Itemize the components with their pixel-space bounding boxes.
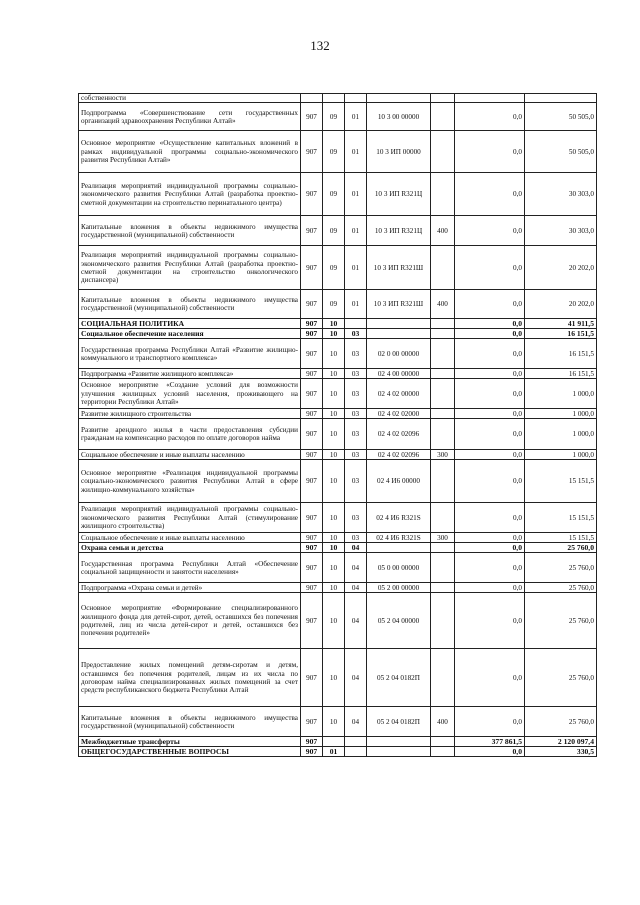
row-amount-first-cell: 0,0 <box>455 450 525 460</box>
row-ved-cell: 907 <box>301 409 323 419</box>
row-ved-cell: 907 <box>301 593 323 649</box>
table-row <box>79 747 597 757</box>
row-section-cell: 09 <box>323 173 345 216</box>
row-section-cell: 10 <box>323 339 345 369</box>
row-amount-first-cell: 0,0 <box>455 173 525 216</box>
table-row <box>79 503 597 533</box>
row-amount-second-cell: 1 000,0 <box>525 379 597 409</box>
row-subsection-cell: 04 <box>345 583 367 593</box>
row-amount-second-cell <box>525 94 597 103</box>
row-amount-second-cell: 20 202,0 <box>525 290 597 319</box>
row-expense-type-cell: 300 <box>431 450 455 460</box>
row-amount-first-cell: 0,0 <box>455 339 525 369</box>
row-ved-cell: 907 <box>301 329 323 339</box>
table-row <box>79 707 597 737</box>
row-amount-second-cell: 1 000,0 <box>525 419 597 450</box>
row-amount-second-cell: 50 505,0 <box>525 131 597 173</box>
table-row <box>79 369 597 379</box>
table-row <box>79 553 597 583</box>
row-subsection-cell: 01 <box>345 216 367 246</box>
row-ved-cell: 907 <box>301 747 323 757</box>
row-expense-type-cell <box>431 319 455 329</box>
row-ved-cell: 907 <box>301 533 323 543</box>
row-amount-first-cell: 0,0 <box>455 593 525 649</box>
row-target-article-cell <box>367 329 431 339</box>
row-target-article-cell: 10 3 00 00000 <box>367 103 431 131</box>
row-section-cell: 10 <box>323 369 345 379</box>
row-ved-cell: 907 <box>301 737 323 747</box>
row-amount-second-cell: 25 760,0 <box>525 593 597 649</box>
row-name-cell: Основное мероприятие «Осуществление капитальных вложений в рамках индивидуальной программы социально-экономического развития Республики Алтай» <box>79 131 301 173</box>
row-name-cell: Капитальные вложения в объекты недвижимого имущества государственной (муниципальной) собственности <box>79 216 301 246</box>
row-ved-cell: 907 <box>301 103 323 131</box>
table-row <box>79 329 597 339</box>
row-ved-cell: 907 <box>301 503 323 533</box>
table-row <box>79 583 597 593</box>
row-target-article-cell: 02 4 02 00000 <box>367 379 431 409</box>
table-row <box>79 533 597 543</box>
row-amount-second-cell: 15 151,5 <box>525 503 597 533</box>
row-name-cell: Социальное обеспечение и иные выплаты населению <box>79 533 301 543</box>
row-ved-cell: 907 <box>301 379 323 409</box>
row-target-article-cell <box>367 747 431 757</box>
row-expense-type-cell <box>431 246 455 290</box>
row-expense-type-cell <box>431 419 455 450</box>
row-amount-first-cell: 0,0 <box>455 329 525 339</box>
row-ved-cell: 907 <box>301 419 323 450</box>
row-expense-type-cell <box>431 103 455 131</box>
row-amount-second-cell: 16 151,5 <box>525 339 597 369</box>
budget-table <box>78 93 597 757</box>
row-expense-type-cell <box>431 593 455 649</box>
row-subsection-cell <box>345 737 367 747</box>
row-ved-cell: 907 <box>301 216 323 246</box>
row-subsection-cell: 04 <box>345 707 367 737</box>
row-amount-first-cell: 0,0 <box>455 216 525 246</box>
row-section-cell: 01 <box>323 747 345 757</box>
row-amount-second-cell: 30 303,0 <box>525 173 597 216</box>
table-row <box>79 409 597 419</box>
row-name-cell: Реализация мероприятий индивидуальной программы социально-экономического развития Республики Алтай (разработка проектно-сметной документации на строительство онкологического диспансера) <box>79 246 301 290</box>
row-subsection-cell: 03 <box>345 339 367 369</box>
row-target-article-cell <box>367 543 431 553</box>
table-row <box>79 450 597 460</box>
row-target-article-cell: 05 2 04 00000 <box>367 593 431 649</box>
row-name-cell: Подпрограмма «Развитие жилищного комплекса» <box>79 369 301 379</box>
row-name-cell: Капитальные вложения в объекты недвижимого имущества государственной (муниципальной) собственности <box>79 707 301 737</box>
row-section-cell: 09 <box>323 290 345 319</box>
table-row <box>79 94 597 103</box>
row-amount-first-cell: 0,0 <box>455 543 525 553</box>
row-ved-cell: 907 <box>301 543 323 553</box>
row-ved-cell: 907 <box>301 369 323 379</box>
row-expense-type-cell <box>431 329 455 339</box>
row-subsection-cell: 03 <box>345 329 367 339</box>
row-expense-type-cell: 300 <box>431 533 455 543</box>
table-row <box>79 339 597 369</box>
row-amount-second-cell: 15 151,5 <box>525 533 597 543</box>
row-subsection-cell: 04 <box>345 649 367 707</box>
row-expense-type-cell <box>431 339 455 369</box>
row-amount-second-cell: 25 760,0 <box>525 707 597 737</box>
row-amount-first-cell: 0,0 <box>455 419 525 450</box>
table-row <box>79 246 597 290</box>
row-amount-second-cell: 1 000,0 <box>525 450 597 460</box>
row-subsection-cell: 01 <box>345 290 367 319</box>
table-row <box>79 593 597 649</box>
row-name-cell: Реализация мероприятий индивидуальной программы социально-экономического развития Республики Алтай (стимулирование жилищного строительства) <box>79 503 301 533</box>
row-subsection-cell: 03 <box>345 409 367 419</box>
table-row <box>79 649 597 707</box>
row-expense-type-cell <box>431 747 455 757</box>
row-name-cell: Развитие арендного жилья в части предоставления субсидии гражданам на компенсацию расходов по оплате договоров найма <box>79 419 301 450</box>
row-name-cell: Межбюджетные трансферты <box>79 737 301 747</box>
row-expense-type-cell <box>431 369 455 379</box>
table-row <box>79 290 597 319</box>
row-target-article-cell: 05 2 04 0182П <box>367 649 431 707</box>
row-amount-second-cell: 50 505,0 <box>525 103 597 131</box>
row-name-cell: Основное мероприятие «Формирование специализированного жилищного фонда для детей-сирот, детей, оставшихся без попечения родителей, лиц из числа детей-сирот и детей, оставшихся без попечения родителей» <box>79 593 301 649</box>
row-amount-first-cell: 0,0 <box>455 246 525 290</box>
row-name-cell: СОЦИАЛЬНАЯ ПОЛИТИКА <box>79 319 301 329</box>
row-expense-type-cell <box>431 649 455 707</box>
row-name-cell: ОБЩЕГОСУДАРСТВЕННЫЕ ВОПРОСЫ <box>79 747 301 757</box>
row-name-cell: Государственная программа Республики Алтай «Обеспечение социальной защищенности и занятости населения» <box>79 553 301 583</box>
row-section-cell: 10 <box>323 450 345 460</box>
row-ved-cell: 907 <box>301 707 323 737</box>
row-subsection-cell: 03 <box>345 369 367 379</box>
row-subsection-cell: 03 <box>345 503 367 533</box>
row-expense-type-cell <box>431 94 455 103</box>
row-expense-type-cell: 400 <box>431 707 455 737</box>
row-expense-type-cell <box>431 379 455 409</box>
row-section-cell: 10 <box>323 543 345 553</box>
row-amount-second-cell: 25 760,0 <box>525 583 597 593</box>
row-amount-first-cell: 0,0 <box>455 409 525 419</box>
row-target-article-cell: 10 3 ИП R321Ш <box>367 246 431 290</box>
row-amount-first-cell: 377 861,5 <box>455 737 525 747</box>
row-target-article-cell: 02 4 02 02000 <box>367 409 431 419</box>
table-row <box>79 379 597 409</box>
row-name-cell: Подпрограмма «Совершенствование сети государственных организаций здравоохранения Республики Алтай» <box>79 103 301 131</box>
table-row <box>79 103 597 131</box>
row-ved-cell: 907 <box>301 290 323 319</box>
row-target-article-cell: 10 3 ИП 00000 <box>367 131 431 173</box>
row-subsection-cell: 04 <box>345 543 367 553</box>
table-row <box>79 460 597 503</box>
row-subsection-cell: 04 <box>345 553 367 583</box>
budget-table-body <box>79 94 597 757</box>
row-name-cell: Государственная программа Республики Алтай «Развитие жилищно-коммунального и транспортного комплекса» <box>79 339 301 369</box>
row-subsection-cell: 01 <box>345 103 367 131</box>
table-row <box>79 419 597 450</box>
row-amount-second-cell: 330,5 <box>525 747 597 757</box>
row-section-cell: 10 <box>323 419 345 450</box>
row-amount-first-cell: 0,0 <box>455 319 525 329</box>
row-section-cell: 10 <box>323 707 345 737</box>
row-expense-type-cell: 400 <box>431 216 455 246</box>
row-ved-cell: 907 <box>301 460 323 503</box>
row-amount-second-cell: 16 151,5 <box>525 329 597 339</box>
row-name-cell: Подпрограмма «Охрана семьи и детей» <box>79 583 301 593</box>
row-section-cell: 09 <box>323 103 345 131</box>
row-subsection-cell: 01 <box>345 246 367 290</box>
row-target-article-cell: 02 4 И6 00000 <box>367 460 431 503</box>
row-subsection-cell <box>345 319 367 329</box>
row-target-article-cell <box>367 319 431 329</box>
row-subsection-cell: 04 <box>345 593 367 649</box>
row-target-article-cell: 02 4 02 02096 <box>367 419 431 450</box>
row-subsection-cell: 03 <box>345 533 367 543</box>
row-amount-second-cell: 2 120 097,4 <box>525 737 597 747</box>
row-section-cell: 10 <box>323 553 345 583</box>
row-expense-type-cell <box>431 503 455 533</box>
row-section-cell: 10 <box>323 649 345 707</box>
row-name-cell: Социальное обеспечение и иные выплаты населению <box>79 450 301 460</box>
row-section-cell: 10 <box>323 583 345 593</box>
row-ved-cell: 907 <box>301 450 323 460</box>
row-subsection-cell: 01 <box>345 131 367 173</box>
row-section-cell: 10 <box>323 319 345 329</box>
table-row <box>79 173 597 216</box>
row-expense-type-cell <box>431 409 455 419</box>
row-name-cell: Предоставление жилых помещений детям-сиротам и детям, оставшимся без попечения родителей, лицам из их числа по договорам найма специализированных жилых помещений за счет средств республиканского бюджета Республики Алтай <box>79 649 301 707</box>
row-amount-first-cell: 0,0 <box>455 503 525 533</box>
row-expense-type-cell <box>431 460 455 503</box>
row-amount-second-cell: 41 911,5 <box>525 319 597 329</box>
row-target-article-cell: 05 0 00 00000 <box>367 553 431 583</box>
row-amount-second-cell: 15 151,5 <box>525 460 597 503</box>
row-amount-first-cell: 0,0 <box>455 369 525 379</box>
row-section-cell <box>323 94 345 103</box>
row-amount-second-cell: 25 760,0 <box>525 543 597 553</box>
row-amount-second-cell: 1 000,0 <box>525 409 597 419</box>
row-section-cell: 10 <box>323 329 345 339</box>
row-amount-first-cell: 0,0 <box>455 379 525 409</box>
row-amount-first-cell: 0,0 <box>455 290 525 319</box>
row-name-cell: Реализация мероприятий индивидуальной программы социально-экономического развития Республики Алтай (разработка проектно-сметной документации на строительство перинатального центра) <box>79 173 301 216</box>
row-amount-first-cell <box>455 94 525 103</box>
row-amount-first-cell: 0,0 <box>455 103 525 131</box>
row-target-article-cell: 02 4 02 02096 <box>367 450 431 460</box>
row-name-cell: Основное мероприятие «Создание условий для возможности улучшения жилищных условий населения, проживающего на территории Республики Алтай» <box>79 379 301 409</box>
row-section-cell: 10 <box>323 379 345 409</box>
row-target-article-cell <box>367 94 431 103</box>
table-row <box>79 216 597 246</box>
row-target-article-cell: 10 3 ИП R321Ш <box>367 290 431 319</box>
row-target-article-cell: 10 3 ИП R321Ц <box>367 173 431 216</box>
row-amount-first-cell: 0,0 <box>455 649 525 707</box>
row-expense-type-cell <box>431 583 455 593</box>
row-section-cell: 09 <box>323 216 345 246</box>
row-section-cell: 10 <box>323 593 345 649</box>
row-subsection-cell <box>345 747 367 757</box>
row-amount-second-cell: 25 760,0 <box>525 649 597 707</box>
row-ved-cell <box>301 94 323 103</box>
row-target-article-cell: 02 4 И6 R321S <box>367 503 431 533</box>
row-section-cell: 10 <box>323 460 345 503</box>
row-ved-cell: 907 <box>301 583 323 593</box>
row-name-cell: Охрана семьи и детства <box>79 543 301 553</box>
row-target-article-cell: 02 4 И6 R321S <box>367 533 431 543</box>
row-subsection-cell: 03 <box>345 460 367 503</box>
row-target-article-cell: 05 2 00 00000 <box>367 583 431 593</box>
table-row <box>79 543 597 553</box>
row-subsection-cell: 01 <box>345 173 367 216</box>
row-expense-type-cell <box>431 173 455 216</box>
row-expense-type-cell <box>431 553 455 583</box>
row-amount-first-cell: 0,0 <box>455 131 525 173</box>
row-section-cell: 10 <box>323 503 345 533</box>
row-amount-second-cell: 25 760,0 <box>525 553 597 583</box>
row-name-cell: Основное мероприятие «Реализация индивидуальной программы социально-экономического развития Республики Алтай в сфере жилищно-коммунального хозяйства» <box>79 460 301 503</box>
row-amount-first-cell: 0,0 <box>455 707 525 737</box>
row-subsection-cell: 03 <box>345 379 367 409</box>
row-subsection-cell: 03 <box>345 450 367 460</box>
row-ved-cell: 907 <box>301 173 323 216</box>
row-expense-type-cell: 400 <box>431 290 455 319</box>
row-name-cell: собственности <box>79 94 301 103</box>
table-row <box>79 737 597 747</box>
row-subsection-cell <box>345 94 367 103</box>
row-amount-first-cell: 0,0 <box>455 533 525 543</box>
row-section-cell: 10 <box>323 409 345 419</box>
row-amount-first-cell: 0,0 <box>455 553 525 583</box>
row-target-article-cell: 10 3 ИП R321Ц <box>367 216 431 246</box>
row-ved-cell: 907 <box>301 553 323 583</box>
row-target-article-cell: 02 0 00 00000 <box>367 339 431 369</box>
row-name-cell: Развитие жилищного строительства <box>79 409 301 419</box>
row-amount-first-cell: 0,0 <box>455 460 525 503</box>
row-expense-type-cell <box>431 131 455 173</box>
table-row <box>79 131 597 173</box>
row-amount-second-cell: 30 303,0 <box>525 216 597 246</box>
row-target-article-cell: 02 4 00 00000 <box>367 369 431 379</box>
page-number: 132 <box>310 38 330 53</box>
row-name-cell: Социальное обеспечение населения <box>79 329 301 339</box>
row-ved-cell: 907 <box>301 339 323 369</box>
row-amount-first-cell: 0,0 <box>455 747 525 757</box>
row-name-cell: Капитальные вложения в объекты недвижимого имущества государственной (муниципальной) собственности <box>79 290 301 319</box>
row-ved-cell: 907 <box>301 131 323 173</box>
table-row <box>79 319 597 329</box>
row-ved-cell: 907 <box>301 246 323 290</box>
row-section-cell: 09 <box>323 246 345 290</box>
row-expense-type-cell <box>431 737 455 747</box>
row-expense-type-cell <box>431 543 455 553</box>
row-ved-cell: 907 <box>301 649 323 707</box>
row-section-cell: 09 <box>323 131 345 173</box>
row-section-cell <box>323 737 345 747</box>
row-amount-first-cell: 0,0 <box>455 583 525 593</box>
row-ved-cell: 907 <box>301 319 323 329</box>
row-subsection-cell: 03 <box>345 419 367 450</box>
row-target-article-cell <box>367 737 431 747</box>
row-amount-second-cell: 16 151,5 <box>525 369 597 379</box>
row-target-article-cell: 05 2 04 0182П <box>367 707 431 737</box>
row-section-cell: 10 <box>323 533 345 543</box>
row-amount-second-cell: 20 202,0 <box>525 246 597 290</box>
